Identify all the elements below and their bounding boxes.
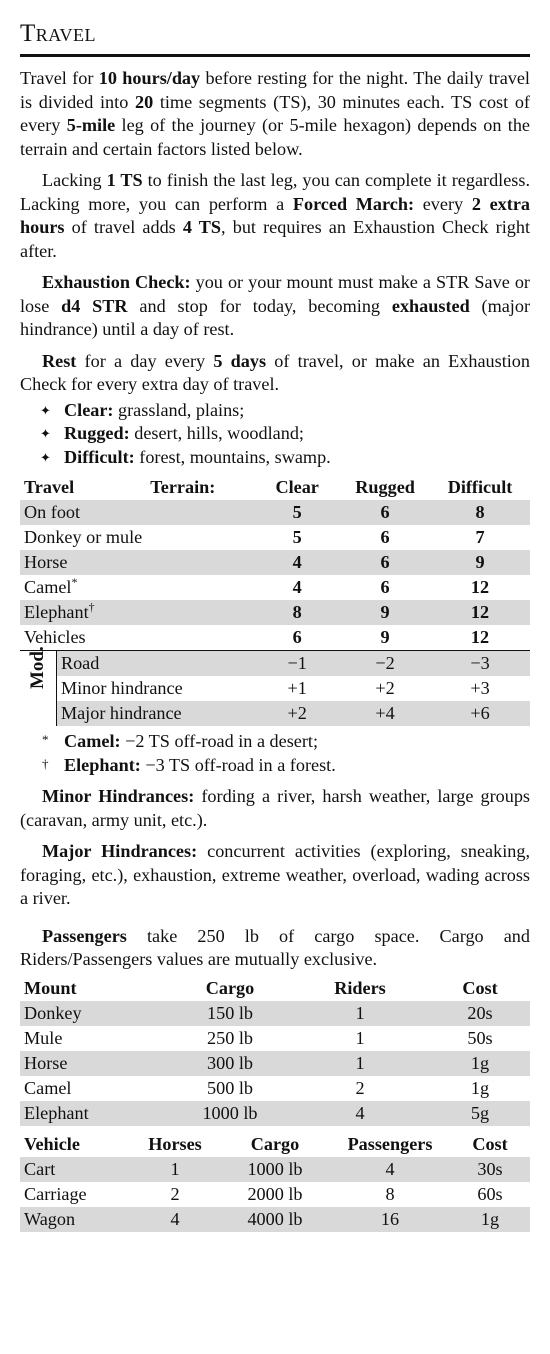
table-row: Horse 300 lb 1 1g bbox=[20, 1051, 530, 1076]
list-item: ✦ Rugged: desert, hills, woodland; bbox=[40, 422, 530, 446]
column-header: Clear bbox=[275, 477, 319, 497]
table-row: Camel* 4 6 12 bbox=[24, 575, 490, 597]
list-item: ✦ Clear: grassland, plains; bbox=[40, 399, 530, 423]
table-row: Cart 1 1000 lb 4 30s bbox=[20, 1157, 530, 1182]
modifier-label-cell bbox=[20, 646, 56, 727]
paragraph-passengers: Passengers take 250 lb of cargo space. Cargo and Riders/Passengers values are mutually exclusive. bbox=[20, 925, 530, 969]
column-header: Travel bbox=[24, 477, 75, 497]
table-row: Elephant 1000 lb 4 5g bbox=[20, 1101, 530, 1126]
footnote-camel: * Camel: −2 TS off-road in a desert; bbox=[42, 731, 319, 751]
paragraph-exhaustion-check: Exhaustion Check: you or your mount must make a STR Save or lose d4 STR and stop for today, becoming exhausted (major hindrance) until a day of rest. bbox=[20, 272, 531, 339]
table-row: Wagon 4 4000 lb 16 1g bbox=[20, 1207, 530, 1232]
table-row: Minor hindrance +1 +2 +3 bbox=[60, 678, 490, 698]
paragraph-travel-intro: Travel for 10 hours/day before resting for the night. The daily travel is divided into 20 time segments (TS), 30 minutes each. TS cost of every 5-mile leg of the journey (or 5-mile hexagon) depends on the terrain and certain factors listed below. bbox=[20, 68, 530, 159]
table-row: Camel 500 lb 2 1g bbox=[24, 1077, 490, 1098]
four-point-star-icon: ✦ bbox=[40, 426, 51, 441]
table-row: Horse 4 6 9 bbox=[20, 550, 530, 575]
four-point-star-icon: ✦ bbox=[40, 402, 51, 418]
page bbox=[20, 12, 530, 1232]
table-header-row: Mount Cargo Riders Cost bbox=[24, 977, 498, 998]
footnote-elephant: † Elephant: −3 TS off-road in a forest. bbox=[42, 754, 336, 775]
terrain-list bbox=[20, 399, 530, 470]
column-header: Difficult bbox=[447, 477, 513, 497]
mount-table bbox=[20, 976, 530, 1126]
modifier-label: Mod. bbox=[27, 646, 48, 689]
paragraph-forced-march: Lacking 1 TS to finish the last leg, you can complete it regardless. Lacking more, you can perform a Forced March: every 2 extra hours of travel adds 4 TS, but requires an Exhaustion Check right after. bbox=[20, 170, 531, 261]
table-row: Vehicles 6 9 12 bbox=[24, 627, 490, 647]
table-row: Major hindrance +2 +4 +6 bbox=[20, 701, 530, 726]
table-row: Mule 250 lb 1 50s bbox=[24, 1027, 493, 1048]
table-header-row: Vehicle Horses Cargo Passengers Cost bbox=[24, 1133, 508, 1154]
travel-cost-table bbox=[20, 475, 530, 726]
page-title: Travel bbox=[20, 12, 530, 57]
table-row: Elephant† 8 9 12 bbox=[20, 600, 530, 625]
table-row: On foot 5 6 8 bbox=[20, 500, 530, 525]
paragraph-rest: Rest for a day every 5 days of travel, or make an Exhaustion Check for every extra day of travel. bbox=[20, 350, 530, 394]
footnotes bbox=[42, 730, 530, 777]
list-item: ✦ Difficult: forest, mountains, swamp. bbox=[40, 446, 530, 470]
table-row: Carriage 2 2000 lb 8 60s bbox=[24, 1183, 503, 1204]
four-point-star-icon: ✦ bbox=[40, 449, 51, 465]
table-row: Donkey or mule 5 6 7 bbox=[24, 527, 485, 547]
paragraph-minor-hindrances: Minor Hindrances: fording a river, harsh weather, large groups (caravan, army unit, etc.). bbox=[20, 786, 530, 830]
column-header: Rugged bbox=[355, 477, 415, 497]
vehicle-table bbox=[20, 1132, 530, 1232]
paragraph-major-hindrances: Major Hindrances: concurrent activities (exploring, sneaking, foraging, etc.), exhaustion, extreme weather, overload, wading across a river. bbox=[20, 841, 530, 908]
table-header-row bbox=[20, 475, 530, 500]
table-row: Mod. Road −1 −2 −3 bbox=[20, 651, 530, 677]
column-header: Terrain: bbox=[150, 477, 216, 497]
table-row: Donkey 150 lb 1 20s bbox=[20, 1001, 530, 1026]
